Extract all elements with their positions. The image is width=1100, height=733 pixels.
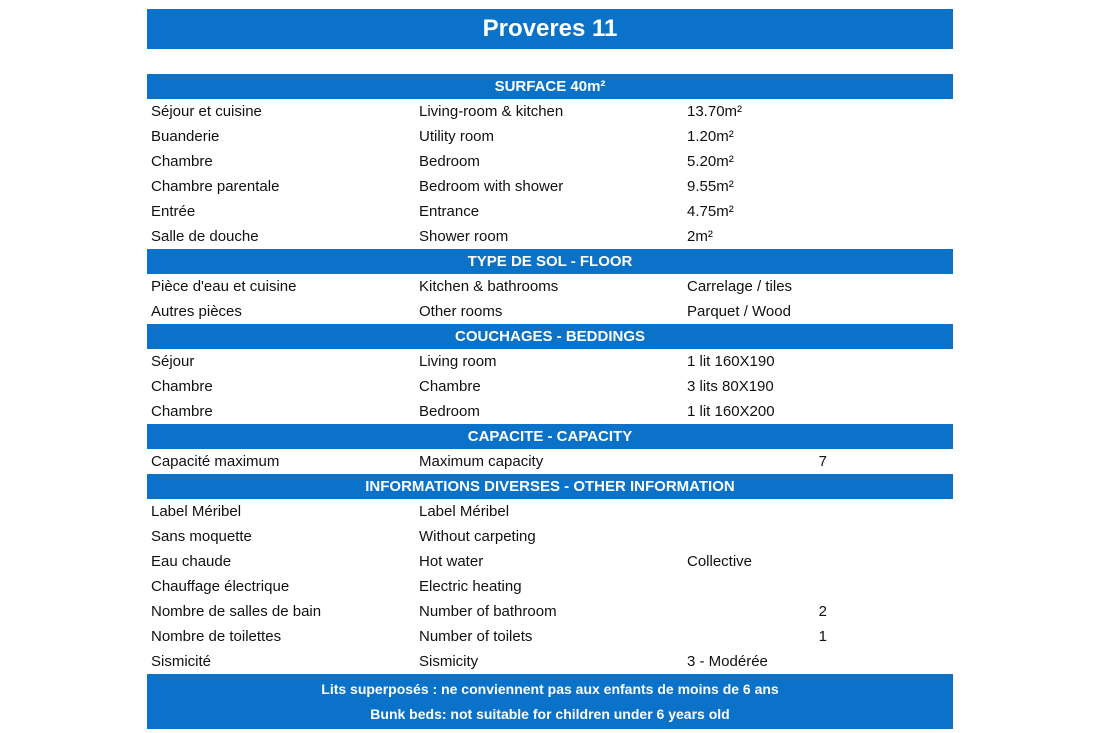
- french-label: Sans moquette: [151, 528, 252, 545]
- table-row: [147, 99, 953, 124]
- table-row: [147, 499, 953, 524]
- value-cell: Parquet / Wood: [687, 303, 791, 320]
- spacer: [147, 49, 953, 74]
- table-row: [147, 549, 953, 574]
- french-label: Nombre de toilettes: [151, 628, 282, 645]
- french-label: Pièce d'eau et cuisine: [151, 278, 297, 295]
- value-cell: Carrelage / tiles: [687, 278, 793, 295]
- french-label: Eau chaude: [151, 553, 232, 570]
- value-cell: 9.55m²: [687, 178, 734, 195]
- french-label: Capacité maximum: [151, 453, 280, 470]
- english-label: Hot water: [419, 553, 484, 570]
- value-cell: 1 lit 160X190: [687, 353, 775, 370]
- value-cell: 4.75m²: [687, 203, 734, 220]
- french-label: Autres pièces: [151, 303, 242, 320]
- footer-line-en: Bunk beds: not suitable for children under 6 years old: [370, 705, 730, 722]
- table-row: [147, 599, 953, 624]
- french-label: Label Méribel: [151, 503, 242, 520]
- page-title: Proveres 11: [147, 9, 953, 49]
- section-header: COUCHAGES - BEDDINGS: [147, 324, 953, 349]
- section-header: CAPACITE - CAPACITY: [147, 424, 953, 449]
- table-row: [147, 399, 953, 424]
- table-row: [147, 274, 953, 299]
- english-label: Label Méribel: [419, 503, 510, 520]
- english-label: Electric heating: [419, 578, 522, 595]
- english-label: Maximum capacity: [419, 453, 544, 470]
- english-label: Bedroom: [419, 403, 480, 420]
- value-cell: 1.20m²: [687, 128, 734, 145]
- table-row: [147, 174, 953, 199]
- table-row: [147, 649, 953, 674]
- french-label: Séjour: [151, 353, 195, 370]
- table-row: [147, 449, 953, 474]
- number-cell: 7: [818, 453, 827, 470]
- section-header: SURFACE 40m²: [147, 74, 953, 99]
- english-label: Shower room: [419, 228, 509, 245]
- french-label: Chambre: [151, 153, 213, 170]
- english-label: Number of bathroom: [419, 603, 557, 620]
- section-header: INFORMATIONS DIVERSES - OTHER INFORMATION: [147, 474, 953, 499]
- table-row: [147, 299, 953, 324]
- english-label: Kitchen & bathrooms: [419, 278, 559, 295]
- property-sheet: [147, 9, 953, 729]
- english-label: Living-room & kitchen: [419, 103, 564, 120]
- value-cell: 3 lits 80X190: [687, 378, 774, 395]
- french-label: Entrée: [151, 203, 196, 220]
- number-cell: 1: [818, 628, 827, 645]
- number-cell: 2: [818, 603, 827, 620]
- section-header: TYPE DE SOL - FLOOR: [147, 249, 953, 274]
- french-label: Chambre: [151, 378, 213, 395]
- value-cell: 1 lit 160X200: [687, 403, 775, 420]
- footer-banner: [147, 674, 953, 729]
- french-label: Chambre parentale: [151, 178, 280, 195]
- english-label: Chambre: [419, 378, 481, 395]
- french-label: Chauffage électrique: [151, 578, 290, 595]
- value-cell: 5.20m²: [687, 153, 734, 170]
- english-label: Bedroom: [419, 153, 480, 170]
- english-label: Sismicity: [419, 653, 479, 670]
- table-row: [147, 224, 953, 249]
- table-row: [147, 199, 953, 224]
- english-label: Bedroom with shower: [419, 178, 564, 195]
- english-label: Other rooms: [419, 303, 503, 320]
- table-row: [147, 349, 953, 374]
- french-label: Séjour et cuisine: [151, 103, 262, 120]
- french-label: Nombre de salles de bain: [151, 603, 322, 620]
- english-label: Entrance: [419, 203, 480, 220]
- table-row: [147, 624, 953, 649]
- french-label: Chambre: [151, 403, 213, 420]
- table-row: [147, 149, 953, 174]
- english-label: Utility room: [419, 128, 495, 145]
- english-label: Living room: [419, 353, 497, 370]
- value-cell: 13.70m²: [687, 103, 743, 120]
- french-label: Sismicité: [151, 653, 212, 670]
- value-cell: 3 - Modérée: [687, 653, 768, 670]
- english-label: Without carpeting: [419, 528, 536, 545]
- sections-container: [147, 74, 953, 674]
- table-row: [147, 374, 953, 399]
- table-row: [147, 524, 953, 549]
- english-label: Number of toilets: [419, 628, 533, 645]
- french-label: Salle de douche: [151, 228, 259, 245]
- table-row: [147, 124, 953, 149]
- table-row: [147, 574, 953, 599]
- footer-line-fr: Lits superposés : ne conviennent pas aux enfants de moins de 6 ans: [321, 680, 779, 697]
- value-cell: Collective: [687, 553, 753, 570]
- value-cell: 2m²: [687, 228, 713, 245]
- french-label: Buanderie: [151, 128, 220, 145]
